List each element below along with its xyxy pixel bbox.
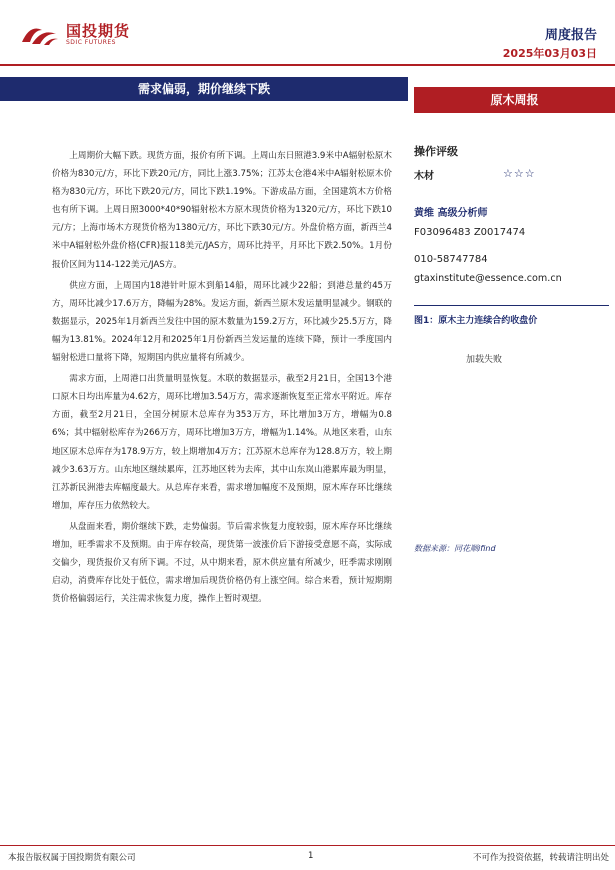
paragraph-outlook: 从盘面来看，期价继续下跌，走势偏弱。节后需求恢复力度较弱，原木库存环比继续增加，旺季需求不及预期。由于库存较高，现货第一波涨价后下游接受意愿不高，实际成交偏少，现货报价又有所下调。不过，从中期来看，原木供应量有所减少，旺季需求刚刚启动，消费库存比处于低位，需求增加后现货价格仍有上涨空间。综合来看，预计短期期货价格偏弱运行，关注需求恢复力度，操作上暂时观望。: [52, 521, 392, 605]
footer-divider: [0, 845, 615, 846]
contact-email[interactable]: gtaxinstitute@essence.com.cn: [414, 273, 562, 284]
figure-divider: [414, 305, 609, 306]
logo-icon: [20, 22, 60, 48]
figure-image-placeholder: [414, 330, 609, 540]
figure-title: 图1：原木主力连续合约收盘价: [414, 316, 538, 326]
rating-stars: ☆☆☆: [503, 167, 536, 180]
report-body: [52, 147, 392, 611]
section-tag: 原木周报: [414, 87, 615, 113]
logo-name: 国投期货: [66, 22, 131, 40]
analyst-name: 黄维 高级分析师: [414, 208, 488, 219]
paragraph-spot-price: 上周期价大幅下跌。现货方面，报价有所下调。上周山东日照港3.9米中A辐射松原木价格为830元/方，环比下跌20元/方，同比上涨3.75%；江苏太仓港4米中A辐射松原木价格为830元/方，环比下跌20元/方，同比下跌1.19%。下游成品方面，全国建筑木方价格也有所下调。上周日照3000*40*90辐射松木方原木现货价格为1320元/方，环比下跌10元/方；上海市场木方现货价格为1380元/方，环比下跌30元/方。外盘价格方面，新西兰4米中A辐射松外盘价格(CFR)报118美元/JAS方，周环比持平，月环比下跌2.50%。1月份报价区间为114-122美元/JAS方。: [52, 151, 392, 270]
paragraph-demand: 需求方面，上周港口出货量明显恢复。木联的数据显示，截至2月21日，全国13个港口原木日均出库量为4.62方，周环比增加3.54万方，需求逐渐恢复至正常水平附近。库存方面，截至2月21日，全国分树原木总库存为353万方，环比增加3万方，增幅为0.86%；其中辐射松库存为266万方，周环比增加3万方，增幅为1.14%。从地区来看，山东地区原木总库存为178.9万方，较上期增加4万方；江苏原木总库存为128.8万方，较上期减少3.63万方。山东地区继续累库，江苏地区转为去库，其中山东岚山港累库最为明显，江苏新民洲港去库幅度最大。从总库存来看，需求增加幅度不及预期，原木库存环比继续增加，库存压力依然较大。: [52, 374, 392, 511]
header-divider: [0, 64, 615, 66]
rating-row: [414, 167, 609, 182]
contact-phone: 010-58747784: [414, 254, 488, 265]
report-header: [0, 0, 615, 70]
analyst-license: F03096483 Z0017474: [414, 227, 526, 238]
company-logo: [20, 22, 130, 48]
headline-band: [0, 77, 408, 101]
logo-subtitle: SDIC FUTURES: [66, 39, 116, 46]
rating-item: 木材: [414, 171, 434, 182]
figure-source: 数据来源：同花顺ifind: [414, 544, 496, 553]
footer-copyright: 本报告版权属于国投期货有限公司: [8, 853, 136, 863]
figure-load-failed-text: 加载失败: [466, 355, 503, 365]
paragraph-supply: 供应方面，上周国内18港针叶原木到船14船，周环比减少22船；到港总量约45万方，周环比减少17.6万方，降幅为28%。发运方面，新西兰原木发运量明显减少。钢联的数据显示，2025年1月新西兰发往中国的原木数量为159.2万方，环比减少25.5万方，降幅为13.81%。2024年12月和2025年1月份新西兰发运量的连续下降，预计一季度国内辐射松进口量将下降，短期国内供应量将有所减少。: [52, 280, 392, 364]
footer-disclaimer: 不可作为投资依据，转载请注明出处: [472, 853, 609, 863]
report-headline: 需求偏弱，期价继续下跌: [137, 82, 270, 96]
report-date: 2025年03月03日: [502, 47, 597, 60]
rating-heading: 操作评级: [414, 145, 458, 158]
report-type: 周度报告: [544, 28, 597, 43]
page-number: 1: [308, 851, 314, 861]
sidebar: [414, 140, 609, 553]
